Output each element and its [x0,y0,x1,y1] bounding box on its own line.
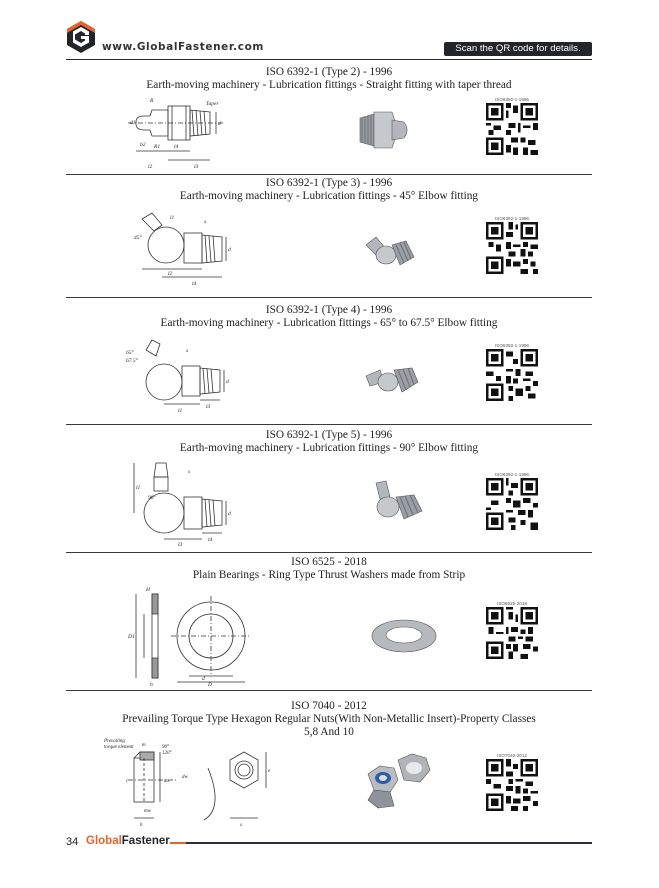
standard-description: Prevailing Torque Type Hexagon Regular Nuts(With Non-Metallic Insert)-Property Classes [122,713,536,725]
svg-text:90°: 90° [148,495,156,501]
svg-text:e: e [268,769,271,774]
qr-code[interactable] [486,600,538,664]
fitting-photo [362,227,422,277]
page-header [0,0,659,64]
svg-text:m: m [142,743,146,748]
standard-code: ISO 6525 - 2018 [291,556,367,568]
nut-photo [364,750,438,812]
qr-caption: ISO6392-1-1996 [495,343,529,348]
washer-photo [370,616,438,656]
globalfastener-logo-icon [66,20,96,54]
technical-drawing [132,211,242,291]
svg-text:mw: mw [144,809,151,814]
svg-text:l4: l4 [192,281,197,287]
svg-text:l1: l1 [170,215,175,221]
footer-rule [186,842,592,844]
svg-text:90°: 90° [162,745,169,750]
svg-text:s: s [186,348,189,354]
svg-text:l3: l3 [206,404,211,410]
standard-code: ISO 6392-1 (Type 2) - 1996 [265,66,393,78]
svg-text:h: h [150,682,153,686]
svg-text:R: R [150,98,154,104]
section-divider [66,424,592,425]
section-divider [66,174,592,175]
svg-text:c: c [126,779,129,784]
qr-code-icon [486,222,538,274]
standard-code: ISO 6392-1 (Type 4) - 1996 [265,304,393,316]
qr-code[interactable] [486,215,538,279]
technical-drawing [126,338,246,418]
svg-text:l3: l3 [178,542,183,547]
svg-text:l1: l1 [178,408,183,414]
standard-block-iso-6392-1-type-3 [66,177,592,295]
technical-drawing [128,96,248,171]
page-number: 34 [66,836,79,848]
svg-text:65°: 65° [126,350,134,356]
standard-description: Earth-moving machinery - Lubrication fittings - Straight fitting with taper thread [146,79,512,91]
svg-text:d: d [202,676,205,682]
qr-caption: ISO7040-2012 [497,753,527,758]
footer-brand-part1: Global [86,835,122,847]
svg-text:45°: 45° [134,235,142,241]
standard-block-iso-6392-1-type-5 [66,429,592,549]
fitting-photo [366,477,430,531]
svg-text:s: s [204,219,207,225]
svg-text:s: s [188,469,191,475]
standard-description: Earth-moving machinery - Lubrication fittings - 90° Elbow fitting [179,442,479,454]
section-divider [66,297,592,298]
standard-code: ISO 7040 - 2012 [291,700,367,712]
svg-text:b2: b2 [140,142,146,148]
svg-text:l1: l1 [136,485,141,491]
svg-text:Prevailing: Prevailing [104,739,125,744]
svg-text:da: da [164,779,169,784]
svg-text:d: d [226,379,229,385]
qr-code-icon [486,103,538,155]
section-divider [66,690,592,691]
qr-code-icon [486,349,538,401]
svg-text:l3: l3 [194,164,199,170]
standard-block-iso-6525 [66,556,592,686]
section-divider [66,552,592,553]
svg-text:d: d [228,511,231,517]
svg-text:67.5°: 67.5° [126,358,138,364]
svg-text:torque element: torque element [104,745,134,750]
svg-text:D: D [208,682,212,686]
svg-text:120°: 120° [162,751,172,756]
svg-text:l4: l4 [208,537,213,543]
standard-code: ISO 6392-1 (Type 5) - 1996 [265,429,393,441]
svg-text:h: h [140,823,143,828]
standard-block-iso-7040 [66,700,592,830]
header-rule [66,59,592,60]
svg-text:Taper: Taper [206,101,219,107]
svg-text:R1: R1 [154,144,161,150]
svg-text:l2: l2 [168,271,173,277]
fitting-photo [354,102,414,158]
svg-text:s: s [240,823,242,828]
svg-text:d1: d1 [130,120,136,126]
svg-text:d: d [218,121,221,127]
qr-code-icon [486,607,538,659]
standard-description: Earth-moving machinery - Lubrication fittings - 65° to 67.5° Elbow fitting [160,317,498,329]
standard-block-iso-6392-1-type-4 [66,304,592,422]
qr-code[interactable] [486,96,538,160]
qr-caption: ISO6392-1-1996 [495,472,529,477]
fitting-photo [362,352,426,404]
svg-text:dw: dw [182,775,188,780]
qr-code-icon [486,759,538,811]
site-url[interactable]: www.GlobalFastener.com [102,41,264,53]
svg-text:l4: l4 [174,144,179,150]
standard-description-line2: 5,8 And 10 [304,726,354,738]
technical-drawing [104,738,314,828]
standard-code: ISO 6392-1 (Type 3) - 1996 [265,177,393,189]
footer-brand [86,835,170,847]
svg-text:d: d [228,247,231,253]
standard-description: Earth-moving machinery - Lubrication fittings - 45° Elbow fitting [179,190,479,202]
technical-drawing [126,459,246,547]
standard-description: Plain Bearings - Ring Type Thrust Washers made from Strip [192,569,466,581]
svg-text:H: H [146,587,150,593]
qr-code[interactable] [486,342,538,406]
qr-caption: ISO6392-1-1996 [495,97,529,102]
svg-text:D1: D1 [128,634,135,640]
svg-text:l2: l2 [148,164,153,170]
qr-code[interactable] [486,471,538,535]
footer-brand-part2: Fastener [121,835,170,847]
qr-caption: ISO6525-2018 [497,601,527,606]
qr-code[interactable] [486,752,538,816]
qr-banner: Scan the QR code for details. [444,42,592,56]
qr-caption: ISO6392-1-1996 [495,216,529,221]
qr-code-icon [486,478,538,530]
technical-drawing [128,586,318,686]
standard-block-iso-6392-1-type-2 [66,66,592,174]
